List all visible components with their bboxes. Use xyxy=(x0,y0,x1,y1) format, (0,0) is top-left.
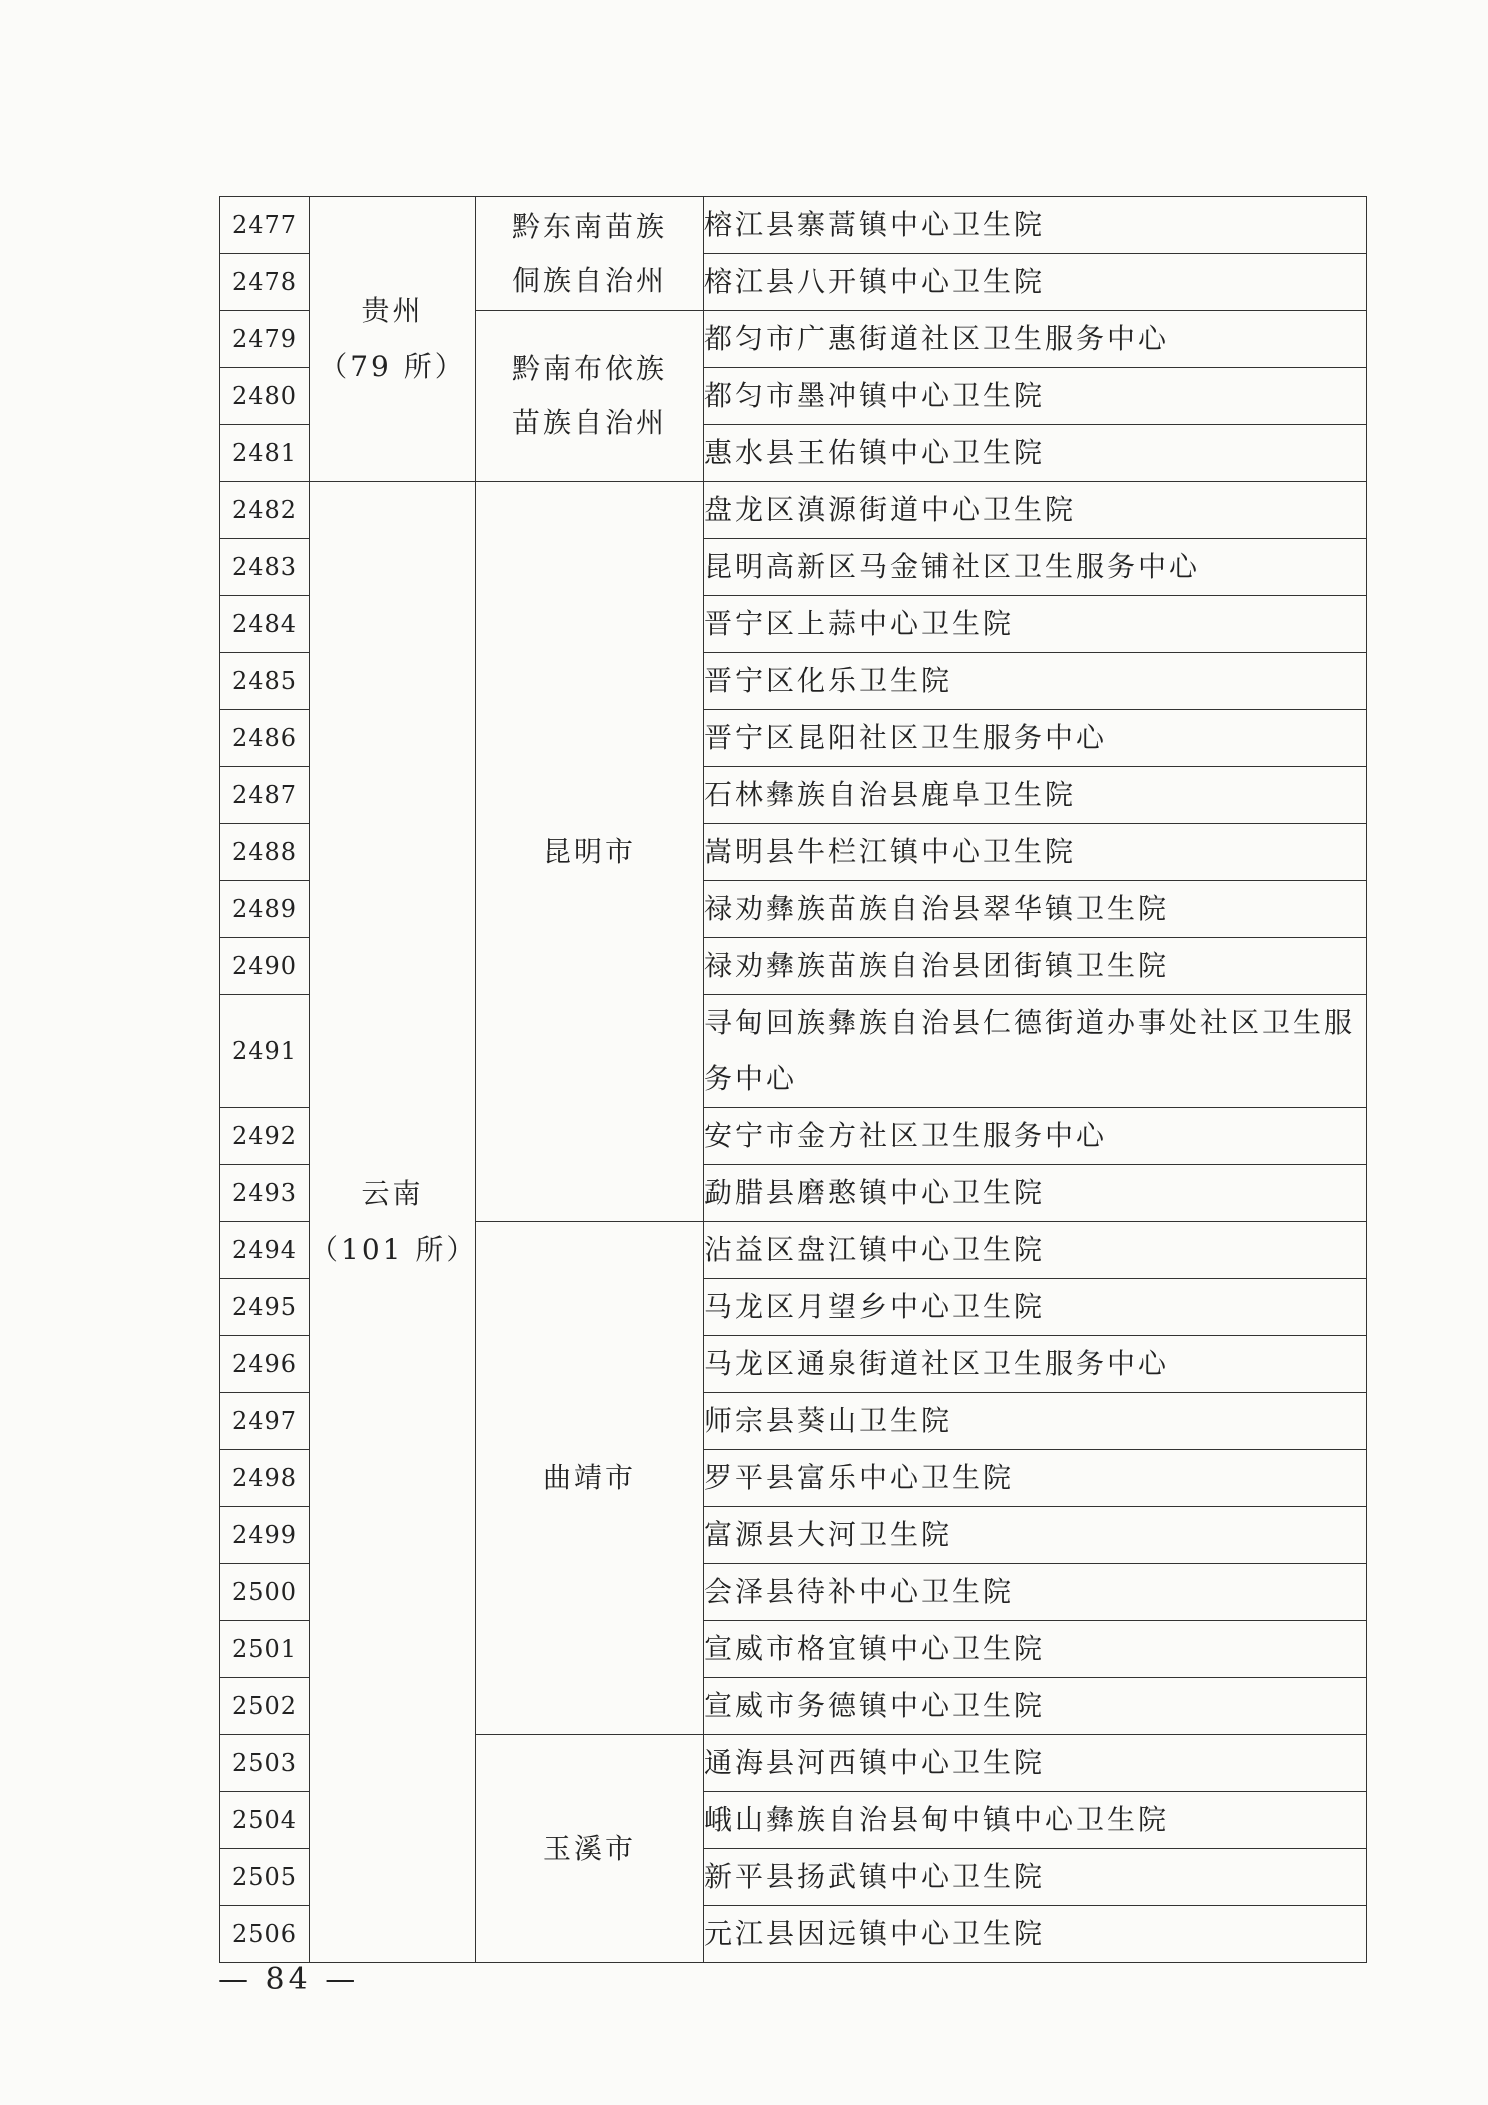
institution-name-line: 务中心 xyxy=(704,1062,798,1095)
institution-name: 马龙区通泉街道社区卫生服务中心 xyxy=(704,1336,1367,1393)
footer-dash-left: — xyxy=(218,1962,252,1997)
row-number: 2490 xyxy=(220,938,310,995)
province-count: （79 所） xyxy=(319,350,466,383)
institution-name: 富源县大河卫生院 xyxy=(704,1507,1367,1564)
city-name-line: 黔南布依族 xyxy=(511,352,667,385)
institution-name xyxy=(704,995,1367,1108)
institution-name: 榕江县八开镇中心卫生院 xyxy=(704,254,1367,311)
city-name-line: 曲靖市 xyxy=(542,1461,636,1494)
city-cell-qiandongnan xyxy=(476,197,704,311)
row-number: 2502 xyxy=(220,1678,310,1735)
city-name-line: 玉溪市 xyxy=(542,1831,636,1865)
institution-name: 嵩明县牛栏江镇中心卫生院 xyxy=(704,824,1367,881)
row-number: 2484 xyxy=(220,596,310,653)
row-number: 2480 xyxy=(220,368,310,425)
city-cell-qiannan xyxy=(476,311,704,482)
table-row xyxy=(220,482,1367,539)
row-number: 2492 xyxy=(220,1108,310,1165)
institution-name: 禄劝彝族苗族自治县团街镇卫生院 xyxy=(704,938,1367,995)
row-number: 2496 xyxy=(220,1336,310,1393)
institution-name: 宣威市务德镇中心卫生院 xyxy=(704,1678,1367,1735)
province-name: 云南 xyxy=(361,1177,424,1210)
row-number: 2491 xyxy=(220,995,310,1108)
hospital-list-table xyxy=(219,196,1367,1963)
institution-name: 盘龙区滇源街道中心卫生院 xyxy=(704,482,1367,539)
city-name-line: 苗族自治州 xyxy=(511,406,667,439)
province-cell-guizhou xyxy=(310,197,476,482)
row-number: 2486 xyxy=(220,710,310,767)
province-name: 贵州 xyxy=(361,294,424,327)
institution-name: 石林彝族自治县鹿阜卫生院 xyxy=(704,767,1367,824)
city-cell-qujing xyxy=(476,1222,704,1735)
footer-dash-right: — xyxy=(325,1962,360,1997)
institution-name: 晋宁区昆阳社区卫生服务中心 xyxy=(704,710,1367,767)
institution-name: 罗平县富乐中心卫生院 xyxy=(704,1450,1367,1507)
row-number: 2505 xyxy=(220,1849,310,1906)
institution-name: 安宁市金方社区卫生服务中心 xyxy=(704,1108,1367,1165)
institution-name: 沾益区盘江镇中心卫生院 xyxy=(704,1222,1367,1279)
row-number: 2499 xyxy=(220,1507,310,1564)
institution-name-line: 寻甸回族彝族自治县仁德街道办事处社区卫生服 xyxy=(704,1006,1356,1039)
row-number: 2495 xyxy=(220,1279,310,1336)
institution-name: 都匀市广惠街道社区卫生服务中心 xyxy=(704,311,1367,368)
institution-name: 师宗县葵山卫生院 xyxy=(704,1393,1367,1450)
row-number: 2482 xyxy=(220,482,310,539)
row-number: 2488 xyxy=(220,824,310,881)
row-number: 2497 xyxy=(220,1393,310,1450)
institution-name: 会泽县待补中心卫生院 xyxy=(704,1564,1367,1621)
institution-name: 马龙区月望乡中心卫生院 xyxy=(704,1279,1367,1336)
row-number: 2494 xyxy=(220,1222,310,1279)
institution-name: 新平县扬武镇中心卫生院 xyxy=(704,1849,1367,1906)
row-number: 2479 xyxy=(220,311,310,368)
city-name-line: 黔东南苗族 xyxy=(511,209,667,243)
institution-name: 峨山彝族自治县甸中镇中心卫生院 xyxy=(704,1792,1367,1849)
institution-name: 通海县河西镇中心卫生院 xyxy=(704,1735,1367,1792)
row-number: 2477 xyxy=(220,197,310,254)
institution-name: 禄劝彝族苗族自治县翠华镇卫生院 xyxy=(704,881,1367,938)
page-number: 84 xyxy=(265,1962,312,1997)
city-name-line: 昆明市 xyxy=(542,834,636,868)
province-count: （101 所） xyxy=(310,1233,478,1266)
institution-name: 榕江县寨蒿镇中心卫生院 xyxy=(704,197,1367,254)
row-number: 2504 xyxy=(220,1792,310,1849)
province-cell-yunnan xyxy=(310,482,476,1963)
institution-name: 晋宁区化乐卫生院 xyxy=(704,653,1367,710)
row-number: 2500 xyxy=(220,1564,310,1621)
city-name-line: 侗族自治州 xyxy=(511,263,667,297)
row-number: 2485 xyxy=(220,653,310,710)
city-cell-yuxi xyxy=(476,1735,704,1963)
city-cell-kunming xyxy=(476,482,704,1222)
row-number: 2498 xyxy=(220,1450,310,1507)
page-footer xyxy=(218,1962,359,1997)
institution-name: 宣威市格宜镇中心卫生院 xyxy=(704,1621,1367,1678)
row-number: 2493 xyxy=(220,1165,310,1222)
row-number: 2506 xyxy=(220,1906,310,1963)
institution-name: 惠水县王佑镇中心卫生院 xyxy=(704,425,1367,482)
row-number: 2503 xyxy=(220,1735,310,1792)
row-number: 2489 xyxy=(220,881,310,938)
institution-name: 元江县因远镇中心卫生院 xyxy=(704,1906,1367,1963)
institution-name: 都匀市墨冲镇中心卫生院 xyxy=(704,368,1367,425)
institution-name: 晋宁区上蒜中心卫生院 xyxy=(704,596,1367,653)
institution-name: 昆明高新区马金铺社区卫生服务中心 xyxy=(704,539,1367,596)
row-number: 2478 xyxy=(220,254,310,311)
row-number: 2483 xyxy=(220,539,310,596)
row-number: 2501 xyxy=(220,1621,310,1678)
row-number: 2481 xyxy=(220,425,310,482)
table-row xyxy=(220,197,1367,254)
row-number: 2487 xyxy=(220,767,310,824)
institution-name: 勐腊县磨憨镇中心卫生院 xyxy=(704,1165,1367,1222)
